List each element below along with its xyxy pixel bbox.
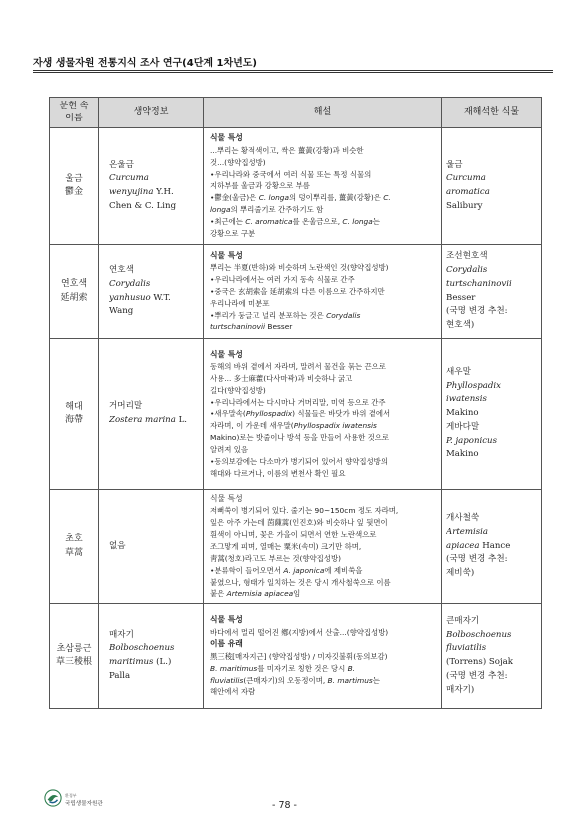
commentary-line: 바다에서 멀리 떨어진 鄕(지방)에서 산출...(향약집성방) (210, 627, 389, 637)
cell-herbal-info (99, 339, 204, 490)
reinterpreted-plant-line: Makino (446, 408, 479, 419)
header-commentary: 해설 (204, 98, 442, 128)
herbal-info-line: Zostera marina L. (109, 415, 188, 425)
literature-name-text: 鬱金 (64, 187, 83, 197)
table-row (50, 128, 542, 245)
reinterpreted-plant-line: 새우말 (446, 366, 471, 377)
commentary-line: 길다(향약집성방) (210, 385, 266, 395)
document-header-title: 자생 생물자원 전통지식 조사 연구(4단계 1차년도) (33, 58, 258, 69)
herbal-info-line: 없음 (109, 540, 126, 551)
literature-name-text: 草蒿 (64, 547, 83, 558)
literature-name-text: 延胡索 (60, 292, 88, 303)
herbal-info-line: Chen & C. Ling (109, 200, 177, 211)
herbal-info-line: Bolboschoenus (109, 643, 175, 654)
literature-name-text: 草三稜根 (55, 657, 92, 668)
reinterpreted-plant-line: Bolboschoenus (446, 629, 512, 640)
herbal-info-line: 거머리말 (109, 401, 143, 412)
cell-commentary (204, 604, 442, 709)
footer-organization (65, 793, 103, 807)
nibr-logo-icon (44, 789, 62, 807)
commentary-line: turtschaninovii Besser (210, 322, 293, 332)
footer-ministry: 환경부 (65, 793, 77, 798)
cell-reinterpreted-plant (442, 339, 542, 490)
reinterpreted-plant-line: turtschaninovii (446, 278, 512, 289)
cell-commentary (204, 245, 442, 339)
literature-name-text: 울금 (65, 173, 83, 184)
cell-herbal-info (99, 604, 204, 709)
header-rule-secondary (33, 72, 553, 73)
footer-institute: 국립생물자원관 (65, 801, 103, 807)
herbal-info-line: maritimus (L.) (109, 657, 172, 668)
commentary-line: 동해의 바위 곁에서 자라며, 말려서 물건을 묶는 끈으로 (210, 362, 386, 372)
reinterpreted-plant-line: Phyllospadix (446, 380, 501, 391)
page-number: - 78 - (272, 800, 297, 811)
reinterpreted-plant-line: 조선현호색 (446, 251, 488, 262)
reinterpreted-plant-line: Corydalis (446, 265, 488, 275)
commentary-line: 조그맣게 피며, 열매는 粟米(속미) 크기만 하며, (210, 542, 362, 551)
table-row (50, 490, 542, 604)
herbal-info-line: Curcuma (109, 173, 149, 184)
literature-name-text: 해대 (65, 401, 83, 412)
reinterpreted-plant-line: aromatica (446, 187, 490, 197)
cell-herbal-info (99, 128, 204, 245)
commentary-line: fluviatilis(큰매자기)의 오동정이며, B. martimus는 (210, 675, 380, 685)
reinterpreted-plant-line: Artemisia (446, 526, 489, 537)
literature-name-text: 초삼릉근 (56, 643, 92, 654)
literature-name-text: 초호 (65, 534, 83, 545)
commentary-line: 잎은 아주 가는데 茵蔯蒿(인진호)와 비슷하나 잎 뒷면이 (210, 518, 388, 528)
cell-commentary (204, 490, 442, 604)
table-row (50, 245, 542, 339)
reinterpreted-plant-line: Makino (446, 449, 479, 460)
commentary-line: •분류학이 들어오면서 A. japonica에 제비쑥을 (210, 565, 363, 575)
header-literature-name: 문헌 속 이름 (50, 98, 99, 128)
literature-name-text: 연호색 (60, 279, 88, 289)
cell-literature-name (50, 604, 99, 709)
herbal-info-line: 온울금 (109, 159, 134, 170)
cell-literature-name (50, 245, 99, 339)
reinterpreted-plant-line: 현호색) (446, 320, 475, 330)
reinterpreted-plant-line: 매자기) (446, 684, 475, 695)
literature-name-text: 海帶 (64, 415, 83, 425)
herbal-info-line: 연호색 (109, 265, 134, 275)
commentary-section-title: 식물 특성 (210, 133, 243, 143)
commentary-line: •동의보감에는 다소마가 병기되어 있어서 향약집성방의 (210, 456, 388, 466)
cell-herbal-info (99, 245, 204, 339)
reinterpreted-plant-line: 개사철쑥 (446, 513, 480, 524)
table-row (50, 604, 542, 709)
commentary-line: 강황으로 구분 (210, 228, 256, 238)
reinterpreted-plant-line: (국명 변경 추천: (446, 306, 508, 317)
commentary-line: •최근에는 C. aromatica를 온울금으로, C. longa는 (210, 216, 380, 226)
herbal-info-line: Wang (109, 306, 134, 317)
cell-reinterpreted-plant (442, 604, 542, 709)
herbal-info-line: Palla (109, 670, 131, 681)
reinterpreted-plant-line: Salibury (446, 200, 483, 211)
commentary-line: Makino)로는 밧줄이나 방석 등을 만들어 사용한 것으로 (210, 433, 390, 443)
cell-reinterpreted-plant (442, 490, 542, 604)
reinterpreted-plant-line: 큰매자기 (446, 615, 480, 626)
commentary-section-title: 식물 특성 (210, 349, 243, 359)
commentary-line: 저뻐쑥이 병기되어 있다. 줄기는 90~150cm 정도 자라며, (210, 506, 399, 516)
reinterpreted-plant-line: (국명 변경 추천: (446, 554, 508, 565)
commentary-line: 붙은 Artemisia apiacea임 (210, 589, 301, 599)
commentary-section-title: 이름 유래 (210, 639, 243, 649)
header-reinterpreted-plant: 재해석한 식물 (442, 98, 542, 128)
commentary-line: 흰색이 아니며, 꽃은 가을이 되면서 연한 노란색으로 (210, 530, 377, 540)
commentary-line: 해안에서 자람 (210, 687, 256, 697)
reinterpreted-plant-line: Curcuma (446, 173, 486, 184)
commentary-line: •鬱金(울금)은 C. longa의 덩이뿌리를, 薑黃(강황)은 C. (210, 193, 391, 203)
reinterpreted-plant-line: P. japonicus (446, 435, 498, 446)
commentary-line: ...뿌리는 황적색이고, 싹은 薑黃(강황)과 비슷한 (210, 145, 364, 155)
commentary-line: •우리나라에서는 다시마나 거머리말, 미역 등으로 간주 (210, 397, 386, 407)
cell-commentary (204, 339, 442, 490)
commentary-line: •새우말속(Phyllospadix) 식물들은 바닷가 바위 곁에서 (210, 409, 391, 419)
herbal-info-line: wenyujina Y.H. (109, 187, 174, 197)
reinterpreted-plant-line: 울금 (446, 159, 463, 170)
cell-reinterpreted-plant (442, 128, 542, 245)
table-row (50, 339, 542, 490)
commentary-line: B. maritimus를 미자기로 칭한 것은 당시 B. (210, 663, 355, 673)
commentary-line: 것...(향약집성방) (210, 157, 266, 167)
cell-literature-name (50, 128, 99, 245)
reinterpreted-plant-line: (국명 변경 추천: (446, 670, 508, 681)
reinterpreted-plant-line: 제비쑥) (446, 568, 475, 579)
commentary-line: •뿌리가 둥글고 널리 분포하는 것은 Corydalis (210, 310, 361, 320)
commentary-line: 뿌리는 半夏(반하)와 비슷하며 노란색인 것(향약집성방) (210, 263, 389, 273)
reinterpreted-plant-line: (Torrens) Sojak (446, 657, 513, 668)
reinterpreted-plant-line: apiacea Hance (446, 540, 511, 551)
commentary-line: 알려져 있음 (210, 444, 249, 454)
commentary-line: longa의 뿌리줄기로 간주하기도 함 (210, 205, 324, 215)
cell-herbal-info (99, 490, 204, 604)
herbal-table (49, 97, 542, 709)
commentary-line: 해대와 다르거나, 이름의 변천사 확인 필요 (210, 468, 346, 478)
reinterpreted-plant-line: Besser (446, 292, 476, 303)
commentary-line: 붙였으나, 형태가 일치하는 것은 당시 개사철쑥으로 이름 (210, 577, 391, 587)
cell-literature-name (50, 490, 99, 604)
commentary-section-title: 식물 특성 (210, 250, 243, 260)
herbal-info-line: Corydalis (109, 278, 151, 289)
table-header-row (50, 98, 542, 128)
commentary-line: 자라며, 이 가운데 새우말(Phyllospadix iwatensis (210, 421, 377, 431)
cell-commentary (204, 128, 442, 245)
cell-literature-name (50, 339, 99, 490)
commentary-line: 靑蒿(청호)라고도 부르는 것(향약집성방) (210, 553, 341, 563)
header-rule (33, 70, 553, 71)
cell-reinterpreted-plant (442, 245, 542, 339)
reinterpreted-plant-line: fluviatilis (446, 643, 487, 654)
commentary-line: •중국은 玄胡索을 延胡索의 다른 이름으로 간주하지만 (210, 286, 385, 296)
herbal-info-line: yanhusuo W.T. (109, 292, 171, 303)
herbal-info-line: 매자기 (109, 629, 134, 640)
commentary-line: 지하부를 울금과 강황으로 부름 (210, 181, 310, 191)
reinterpreted-plant-line: 게바다말 (446, 421, 480, 432)
commentary-section-title: 식물 특성 (210, 494, 243, 503)
commentary-line: 우리나라에 미분포 (210, 298, 270, 308)
commentary-section-title: 식물 특성 (210, 615, 243, 625)
reinterpreted-plant-line: iwatensis (446, 394, 487, 405)
header-herbal-info: 생약정보 (99, 98, 204, 128)
commentary-line: •우리나라와 중국에서 여러 식물 또는 특정 식물의 (210, 169, 372, 179)
commentary-line: 사용... 多士麻藿(다사마곽)과 비슷하나 굵고 (210, 373, 353, 383)
commentary-line: 黑三稜[매자지근] (향약집성방) / 미자깃불휘(동의보감) (210, 651, 388, 661)
commentary-line: •우리나라에서는 여러 가지 동속 식물로 간주 (210, 275, 355, 285)
